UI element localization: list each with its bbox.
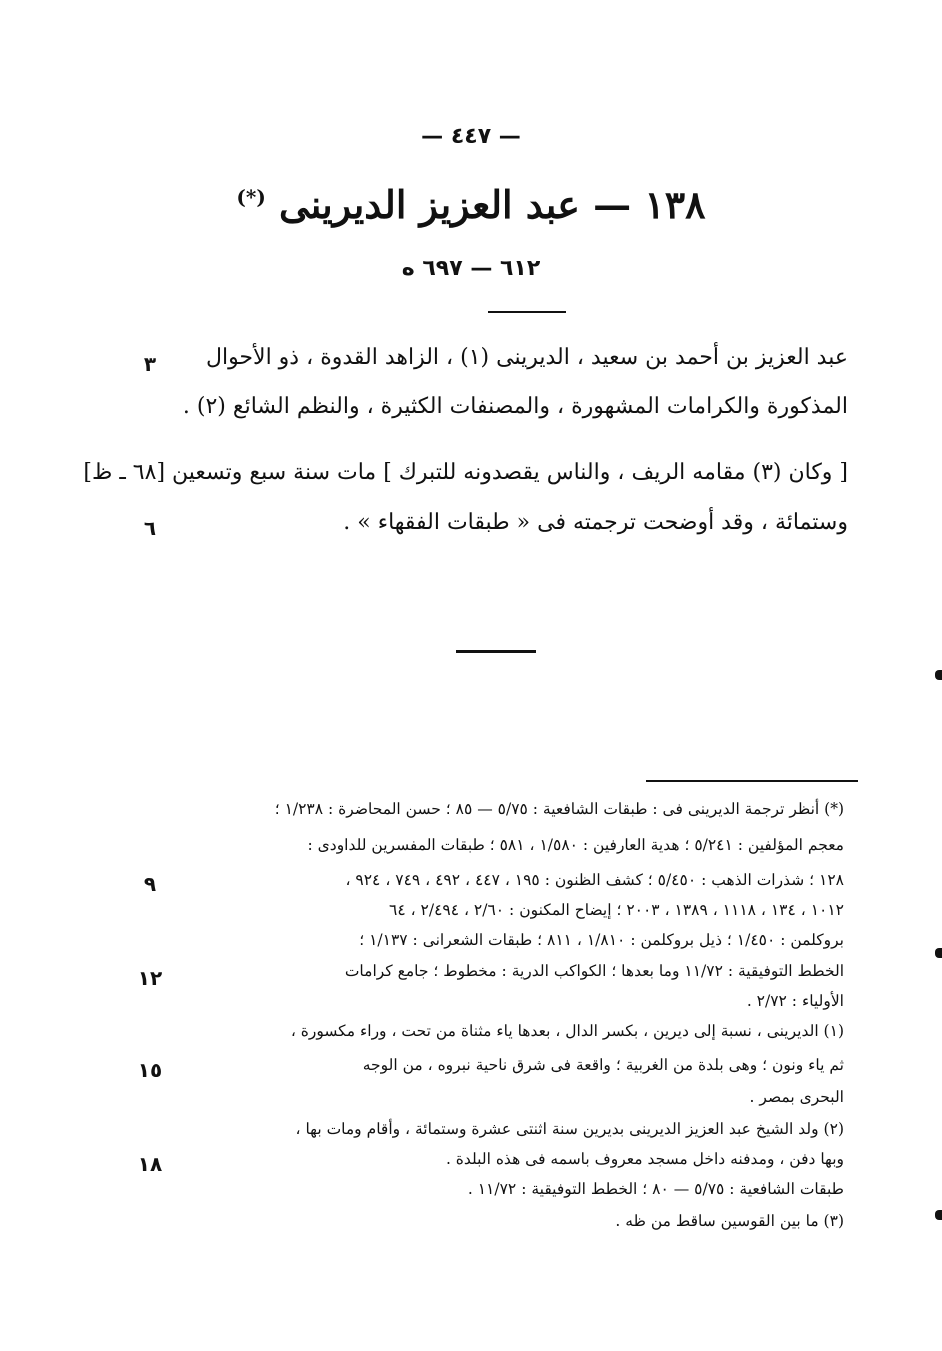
line-number: ٩ (143, 872, 157, 896)
page-number: — ٤٤٧ — (421, 124, 521, 149)
footnote-line: البحرى بمصر . (749, 1088, 844, 1106)
title-divider (488, 311, 566, 313)
footnote-divider (646, 780, 858, 782)
footnote-line: معجم المؤلفين : ٥/٢٤١ ؛ هدية العارفين : ١/٥٨٠ ، ٥٨١ ؛ طبقات المفسرين للداودى : (307, 836, 844, 854)
scan-edge-mark (935, 1210, 942, 1220)
line-number: ١٢ (137, 966, 163, 990)
footnote-line: (١) الديرينى ، نسبة إلى ديرين ، بكسر الدال ، بعدها ياء مثناة من تحت ، وراء مكسورة ، (290, 1022, 844, 1040)
body-line: وستمائة ، وقد أوضحت ترجمته فى « طبقات الفقهاء » . (343, 510, 848, 535)
line-number: ١٨ (137, 1152, 163, 1176)
entry-title (0, 182, 942, 227)
footnote-line: (*) أنظر ترجمة الديرينى فى : طبقات الشافعية : ٥/٧٥ — ٨٥ ؛ حسن المحاضرة : ١/٢٣٨ ؛ (274, 800, 844, 818)
scan-edge-mark (935, 670, 942, 680)
entry-title-text: ١٣٨ — عبد العزيز الديرينى (279, 182, 706, 227)
scan-edge-mark (935, 948, 942, 958)
line-number: ١٥ (137, 1058, 163, 1082)
entry-dates: ٦١٢ — ٦٩٧ ه (401, 256, 541, 281)
entry-title-footnote-mark: (*) (236, 185, 266, 209)
footnote-line: (٣) ما بين القوسين ساقط من ظه . (615, 1212, 844, 1230)
footnote-line: بروكلمن : ١/٤٥٠ ؛ ذيل بروكلمن : ١/٨١٠ ، ٨١١ ؛ طبقات الشعرانى : ١/١٣٧ ؛ (359, 931, 844, 949)
footnote-line: ثم ياء ونون ؛ وهى بلدة من الغربية ؛ واقعة فى شرق ناحية نبروه ، من الوجه (362, 1056, 844, 1074)
line-number: ٣ (143, 352, 157, 376)
section-divider (456, 650, 536, 653)
line-number: ٦ (143, 516, 157, 540)
footnote-line: وبها دفن ، ومدفنه داخل مسجد معروف باسمه فى هذه البلدة . (445, 1150, 844, 1168)
body-line: [ وكان (٣) مقامه الريف ، والناس يقصدونه للتبرك ] مات سنة سبع وتسعين [٦٨ ـ ظ] (83, 460, 848, 485)
body-line: المذكورة والكرامات المشهورة ، والمصنفات الكثيرة ، والنظم الشائع (٢) . (182, 394, 848, 419)
footnote-line: ١٢٨ ؛ شذرات الذهب : ٥/٤٥٠ ؛ كشف الظنون : ١٩٥ ، ٤٤٧ ، ٤٩٢ ، ٧٤٩ ، ٩٢٤ ، (345, 871, 844, 889)
footnote-line: (٢) ولد الشيخ عبد العزيز الديرينى بديرين سنة اثنتى عشرة وستمائة ، وأقام ومات بها ، (295, 1120, 844, 1138)
body-line: عبد العزيز بن أحمد بن سعيد ، الديرينى (١) ، الزاهد القدوة ، ذو الأحوال (205, 345, 848, 370)
footnote-line: الأولياء : ٢/٧٢ . (746, 992, 844, 1010)
footnote-line: ١٠١٢ ، ١٣٤ ، ١١١٨ ، ١٣٨٩ ، ٢٠٠٣ ؛ إيضاح المكنون : ٢/٦٠ ، ٢/٤٩٤ ، ٦٤ (389, 901, 844, 919)
footnote-line: طبقات الشافعية : ٥/٧٥ — ٨٠ ؛ الخطط التوفيقية : ١١/٧٢ . (467, 1180, 844, 1198)
footnote-line: الخطط التوفيقية : ١١/٧٢ وما بعدها ؛ الكواكب الدرية : مخطوط ؛ جامع كرامات (344, 962, 844, 980)
